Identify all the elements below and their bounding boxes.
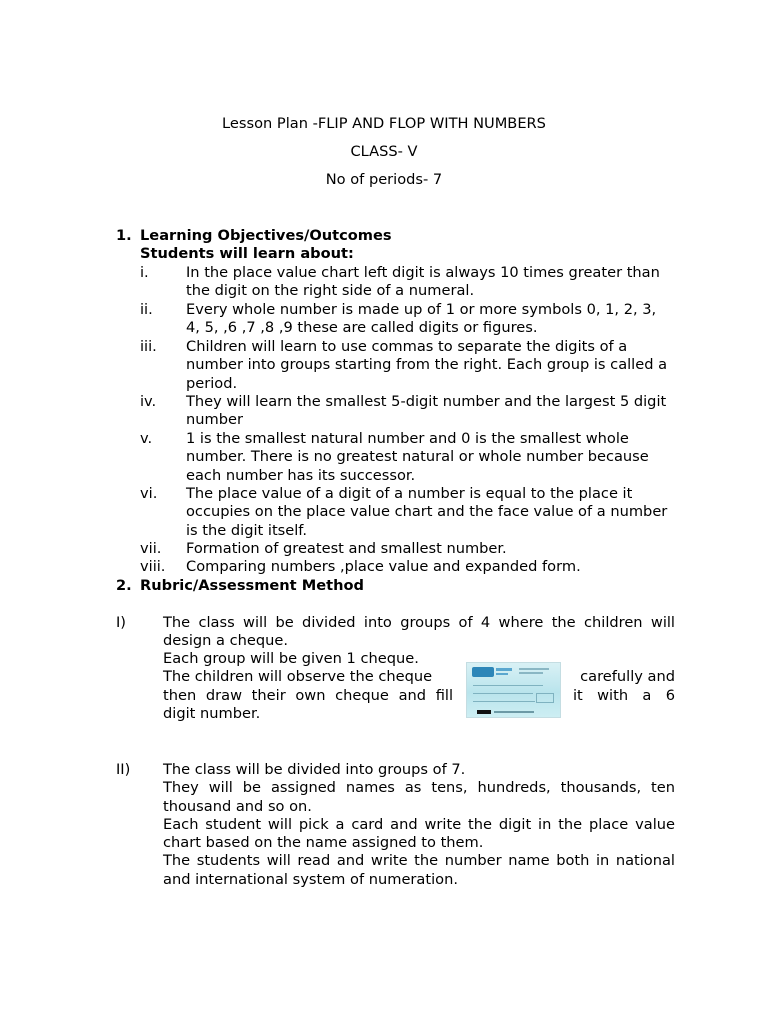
list-item-marker: i. [140,264,149,281]
activity-1-line2: Each group will be given 1 cheque. [163,650,419,667]
list-item: 1 is the smallest natural number and 0 is the smallest whole number. There is no greatest natural or whole number because each number has its successor. [186,430,649,484]
list-item-marker: v. [140,430,153,447]
list-item-marker: ii. [140,301,153,318]
list-item: The place value of a digit of a number is equal to the place it occupies on the place value chart and the face value of a number is the digit itself. [186,485,668,539]
list-item-marker: iv. [140,393,157,410]
page-title: Lesson Plan -FLIP AND FLOP WITH NUMBERS [222,115,546,132]
list-item: Formation of greatest and smallest number. [186,540,507,557]
bank-logo-icon [472,667,494,677]
section-1-subheading: Students will learn about: [140,245,354,262]
activity-2-paragraph: The students will read and write the number name both in national and international system of numeration. [163,852,675,888]
class-label: CLASS- V [350,143,418,160]
list-item-marker: vii. [140,540,162,557]
activity-2-paragraph: Each student will pick a card and write the digit in the place value chart based on the name assigned to them. [163,815,675,852]
list-item-marker: viii. [140,558,166,575]
list-item: Children will learn to use commas to separate the digits of a number into groups starting from the right. Each group is called a period. [186,338,668,392]
activity-1-line5: digit number. [163,705,261,722]
activity-2-label: II) [116,761,131,778]
activity-1-line4-right: it with a 6 [573,687,675,704]
list-item-marker: iii. [140,338,157,355]
section-2-heading: Rubric/Assessment Method [140,577,365,594]
activity-2-paragraph: The class will be divided into groups of 7. [163,761,466,778]
periods-label: No of periods- 7 [325,171,443,188]
activity-1-line1: The class will be divided into groups of 4 where the children will design a cheque. [163,614,675,650]
activity-1-line4-left: then draw their own cheque and fill [163,687,453,704]
activity-2-text [163,761,675,889]
activity-1-label: I) [116,614,126,631]
activity-1-line3-left: The children will observe the cheque [163,668,433,685]
list-item-marker: vi. [140,485,158,502]
list-item: Every whole number is made up of 1 or more symbols 0, 1, 2, 3, 4, 5, ,6 ,7 ,8 ,9 these are called digits or figures. [186,301,657,337]
activity-1-line3-right: carefully and [580,668,675,685]
cheque-image [466,662,561,718]
list-item: In the place value chart left digit is always 10 times greater than the digit on the right side of a numeral. [186,264,660,300]
section-1-number: 1. [116,227,132,244]
section-2-number: 2. [116,577,132,594]
list-item: They will learn the smallest 5-digit number and the largest 5 digit number [186,393,667,429]
activity-2-paragraph: They will be assigned names as tens, hundreds, thousands, ten thousand and so on. [163,779,675,815]
list-item: Comparing numbers ,place value and expanded form. [186,558,581,575]
section-1-heading: Learning Objectives/Outcomes [140,227,392,244]
